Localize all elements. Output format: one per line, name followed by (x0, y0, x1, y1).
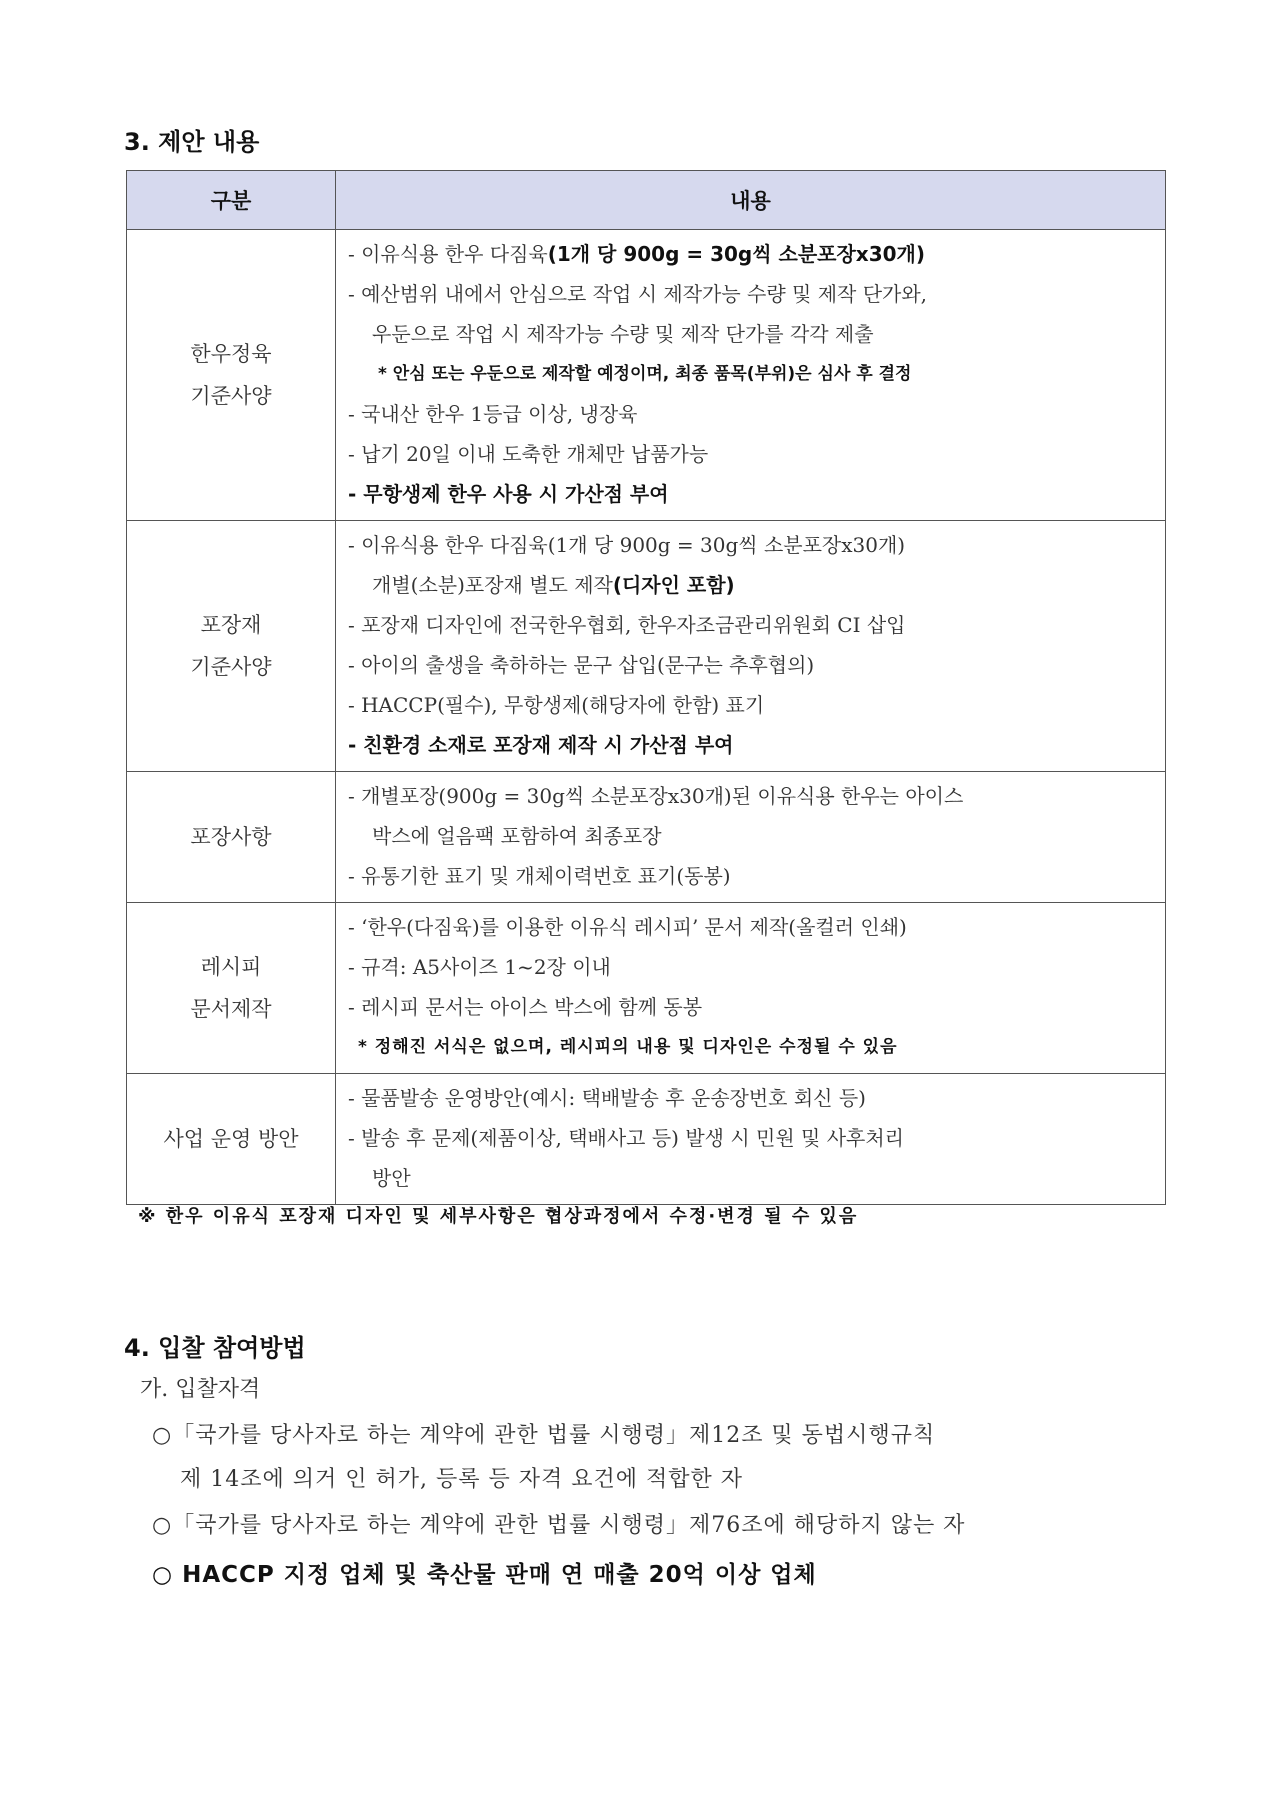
row-content-beef-spec (336, 230, 1166, 521)
qualification-item: ○ HACCP 지정 업체 및 축산물 판매 연 매출 20억 이상 업체 (152, 1562, 817, 1588)
note-line: * 정해진 서식은 없으며, 레시피의 내용 및 디자인은 수정될 수 있음 (358, 1037, 898, 1057)
content-line: - HACCP(필수), 무항생제(해당자에 한함) 표기 (348, 693, 765, 717)
row-content-operation-plan (336, 1074, 1166, 1205)
content-line: - 개별포장(900g = 30g씩 소분포장x30개)된 이유식용 한우는 아이스 (348, 784, 964, 808)
content-line: - 예산범위 내에서 안심으로 작업 시 제작가능 수량 및 제작 단가와, (348, 282, 928, 306)
row-category-beef-spec (127, 230, 336, 521)
content-line: - 규격: A5사이즈 1~2장 이내 (348, 955, 611, 979)
category-line: 기준사양 (190, 655, 272, 679)
content-line: - 포장재 디자인에 전국한우협회, 한우자조금관리위원회 CI 삽입 (348, 613, 906, 637)
section-4-title: 4. 입찰 참여방법 (124, 1334, 306, 1362)
proposal-spec-table (126, 170, 1166, 1205)
category-line: 레시피 (200, 955, 262, 979)
content-line: - 국내산 한우 1등급 이상, 냉장육 (348, 402, 638, 426)
table-footnote: ※ 한우 이유식 포장재 디자인 및 세부사항은 협상과정에서 수정·변경 될 수 있음 (138, 1206, 859, 1227)
category-line: 문서제작 (190, 997, 272, 1021)
header-content: 내용 (336, 171, 1166, 230)
content-line: - 이유식용 한우 다짐육(1개 당 900g = 30g씩 소분포장x30개) (348, 533, 906, 557)
content-line: 박스에 얼음팩 포함하여 최종포장 (372, 824, 662, 848)
content-line: - 물품발송 운영방안(예시: 택배발송 후 운송장번호 회신 등) (348, 1086, 866, 1110)
table-row (127, 230, 1166, 521)
row-category-operation-plan (127, 1074, 336, 1205)
content-line: - ‘한우(다짐육)를 이용한 이유식 레시피’ 문서 제작(올컬러 인쇄) (348, 915, 907, 939)
category-line: 포장사항 (190, 825, 272, 849)
note-line: * 안심 또는 우둔으로 제작할 예정이며, 최종 품목(부위)은 심사 후 결정 (378, 364, 912, 384)
content-line: - 무항생제 한우 사용 시 가산점 부여 (348, 482, 669, 506)
header-category: 구분 (127, 171, 336, 230)
table-row (127, 1074, 1166, 1205)
qualification-item: ○「국가를 당사자로 하는 계약에 관한 법률 시행령」제12조 및 동법시행규칙 (152, 1423, 936, 1448)
content-line: 방안 (372, 1166, 411, 1190)
row-content-packaging-spec (336, 521, 1166, 772)
content-line: - 유통기한 표기 및 개체이력번호 표기(동봉) (348, 864, 731, 888)
row-content-packaging-details (336, 772, 1166, 903)
content-line: 우둔으로 작업 시 제작가능 수량 및 제작 단가를 각각 제출 (372, 322, 874, 346)
content-line: - 아이의 출생을 축하하는 문구 삽입(문구는 추후협의) (348, 653, 815, 677)
section-3-title: 3. 제안 내용 (124, 128, 260, 156)
row-category-packaging-details (127, 772, 336, 903)
row-category-packaging-spec (127, 521, 336, 772)
content-line: - 이유식용 한우 다짐육(1개 당 900g = 30g씩 소분포장x30개) (348, 242, 925, 266)
table-header-row (127, 171, 1166, 230)
table-row (127, 772, 1166, 903)
content-line: - 친환경 소재로 포장재 제작 시 가산점 부여 (348, 733, 734, 757)
row-category-recipe-doc (127, 903, 336, 1074)
row-content-recipe-doc (336, 903, 1166, 1074)
table-row (127, 521, 1166, 772)
content-line: 개별(소분)포장재 별도 제작(디자인 포함) (372, 573, 735, 597)
table-row (127, 903, 1166, 1074)
content-line: - 납기 20일 이내 도축한 개체만 납품가능 (348, 442, 709, 466)
qualification-item: ○「국가를 당사자로 하는 계약에 관한 법률 시행령」제76조에 해당하지 않는 자 (152, 1513, 966, 1538)
content-line: - 발송 후 문제(제품이상, 택배사고 등) 발생 시 민원 및 사후처리 (348, 1126, 904, 1150)
subsection-title: 가. 입찰자격 (140, 1377, 261, 1402)
category-line: 기준사양 (190, 384, 272, 408)
content-line: - 레시피 문서는 아이스 박스에 함께 동봉 (348, 995, 703, 1019)
category-line: 한우정육 (190, 342, 272, 366)
category-line: 포장재 (200, 613, 262, 637)
qualification-item-continued: 제 14조에 의거 인 허가, 등록 등 자격 요건에 적합한 자 (180, 1467, 743, 1492)
category-line: 사업 운영 방안 (163, 1127, 299, 1151)
